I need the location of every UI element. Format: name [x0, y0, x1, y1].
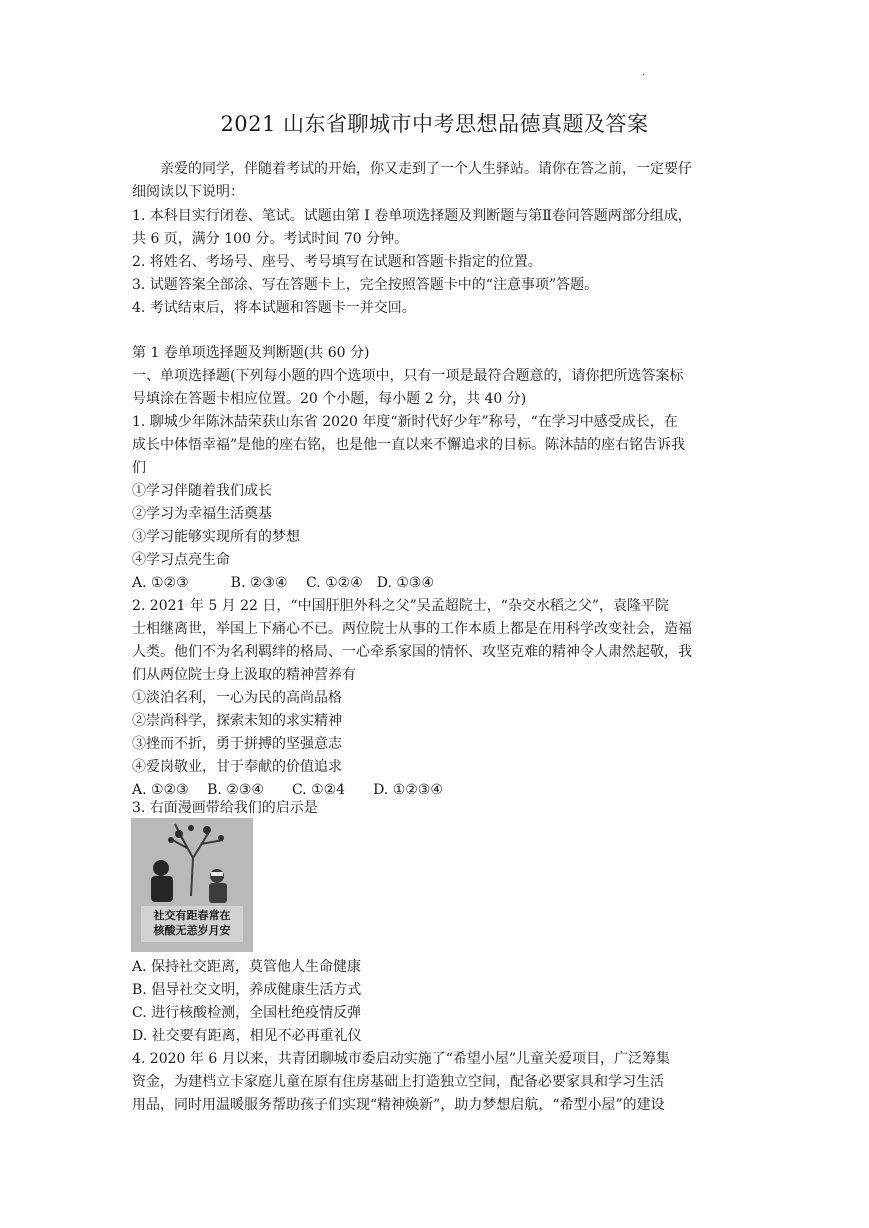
question-3-stem: 3. 右面漫画带给我们的启示是	[132, 800, 318, 816]
question-3-option: D. 社交要有距离，相见不必再重礼仪	[132, 1028, 362, 1044]
intro-line: 亲爱的同学，伴随着考试的开始，你又走到了一个人生驿站。请你在答之前，一定要仔	[160, 161, 692, 177]
comic-caption: 社交有距春常在	[153, 909, 231, 922]
section-heading: 第 1 卷单项选择题及判断题(共 60 分)	[132, 345, 370, 361]
question-2-stem: 士相继离世，举国上下痛心不已。两位院士从事的工作本质上都是在用科学改变社会，造福	[132, 621, 692, 637]
section-instruction: 号填涂在答题卡相应位置。20 个小题，每小题 2 分，共 40 分)	[132, 391, 527, 407]
page-mark: ·	[642, 70, 646, 81]
page-title: 2021 山东省聊城市中考思想品德真题及答案	[220, 112, 649, 136]
question-1-stem: 成长中体悟幸福”是他的座右铭，也是他一直以来不懈追求的目标。陈沐喆的座右铭告诉我	[132, 437, 686, 453]
question-1-stem: 们	[132, 460, 146, 476]
question-4-stem: 资金，为建档立卡家庭儿童在原有住房基础上打造独立空间，配备必要家具和学习生活	[132, 1074, 664, 1090]
question-1-item: ②学习为幸福生活奠基	[132, 506, 272, 522]
question-2-item: ②崇尚科学，探索未知的求实精神	[132, 713, 342, 729]
question-2-stem: 们从两位院士身上汲取的精神营养有	[132, 667, 356, 683]
question-3-option: C. 进行核酸检测，全国杜绝疫情反弹	[132, 1005, 362, 1021]
comic-caption: 核酸无恙岁月安	[153, 924, 231, 937]
intro-line: 4. 考试结束后，将本试题和答题卡一并交回。	[132, 300, 416, 316]
question-2-item: ①淡泊名利，一心为民的高尚品格	[132, 690, 342, 706]
question-1-stem: 1. 聊城少年陈沐喆荣获山东省 2020 年度“新时代好少年”称号，“在学习中感受成长，在	[132, 414, 678, 430]
question-2-stem: 2. 2021 年 5 月 22 日，“中国肝胆外科之父”吴孟超院士，“杂交水稻之父”，袁隆平院	[132, 598, 670, 614]
intro-line: 3. 试题答案全部涂、写在答题卡上，完全按照答题卡中的“注意事项”答题。	[132, 277, 599, 293]
question-2-item: ④爱岗敬业，甘于奉献的价值追求	[132, 759, 342, 775]
question-1-item: ④学习点亮生命	[132, 552, 230, 568]
intro-line: 共 6 页，满分 100 分。考试时间 70 分钟。	[132, 231, 409, 247]
question-4-stem: 4. 2020 年 6 月以来，共青团聊城市委启动实施了“希望小屋”儿童关爱项目，广泛筹集	[132, 1051, 671, 1067]
comic-image	[131, 818, 253, 952]
question-1-item: ③学习能够实现所有的梦想	[132, 529, 300, 545]
question-2-stem: 人类。他们不为名利羁绊的格局、一心牵系家国的情怀、攻坚克难的精神令人肃然起敬，我	[132, 644, 692, 660]
intro-line: 2. 将姓名、考场号、座号、考号填写在试题和答题卡指定的位置。	[132, 254, 542, 270]
section-instruction: 一、单项选择题(下列每小题的四个选项中，只有一项是最符合题意的，请你把所选答案标	[132, 368, 684, 384]
question-3-option: B. 倡导社交文明，养成健康生活方式	[132, 982, 362, 998]
question-2-options: A. ①②③ B. ②③④ C. ①②4 D. ①②③④	[132, 782, 443, 798]
question-1-options: A. ①②③ B. ②③④ C. ①②④ D. ①③④	[132, 575, 434, 591]
question-2-item: ③挫而不折，勇于拼搏的坚强意志	[132, 736, 342, 752]
question-4-stem: 用品，同时用温暖服务帮助孩子们实现“精神焕新”，助力梦想启航，“希型小屋”的建设	[132, 1097, 665, 1113]
intro-line: 细阅读以下说明：	[132, 184, 244, 200]
question-3-option: A. 保持社交距离，莫管他人生命健康	[132, 959, 362, 975]
question-1-item: ①学习伴随着我们成长	[132, 483, 272, 499]
intro-line: 1. 本科目实行闭卷、笔试。试题由第 I 卷单项选择题及判断题与第Ⅱ卷问答题两部分组成，	[132, 208, 692, 224]
